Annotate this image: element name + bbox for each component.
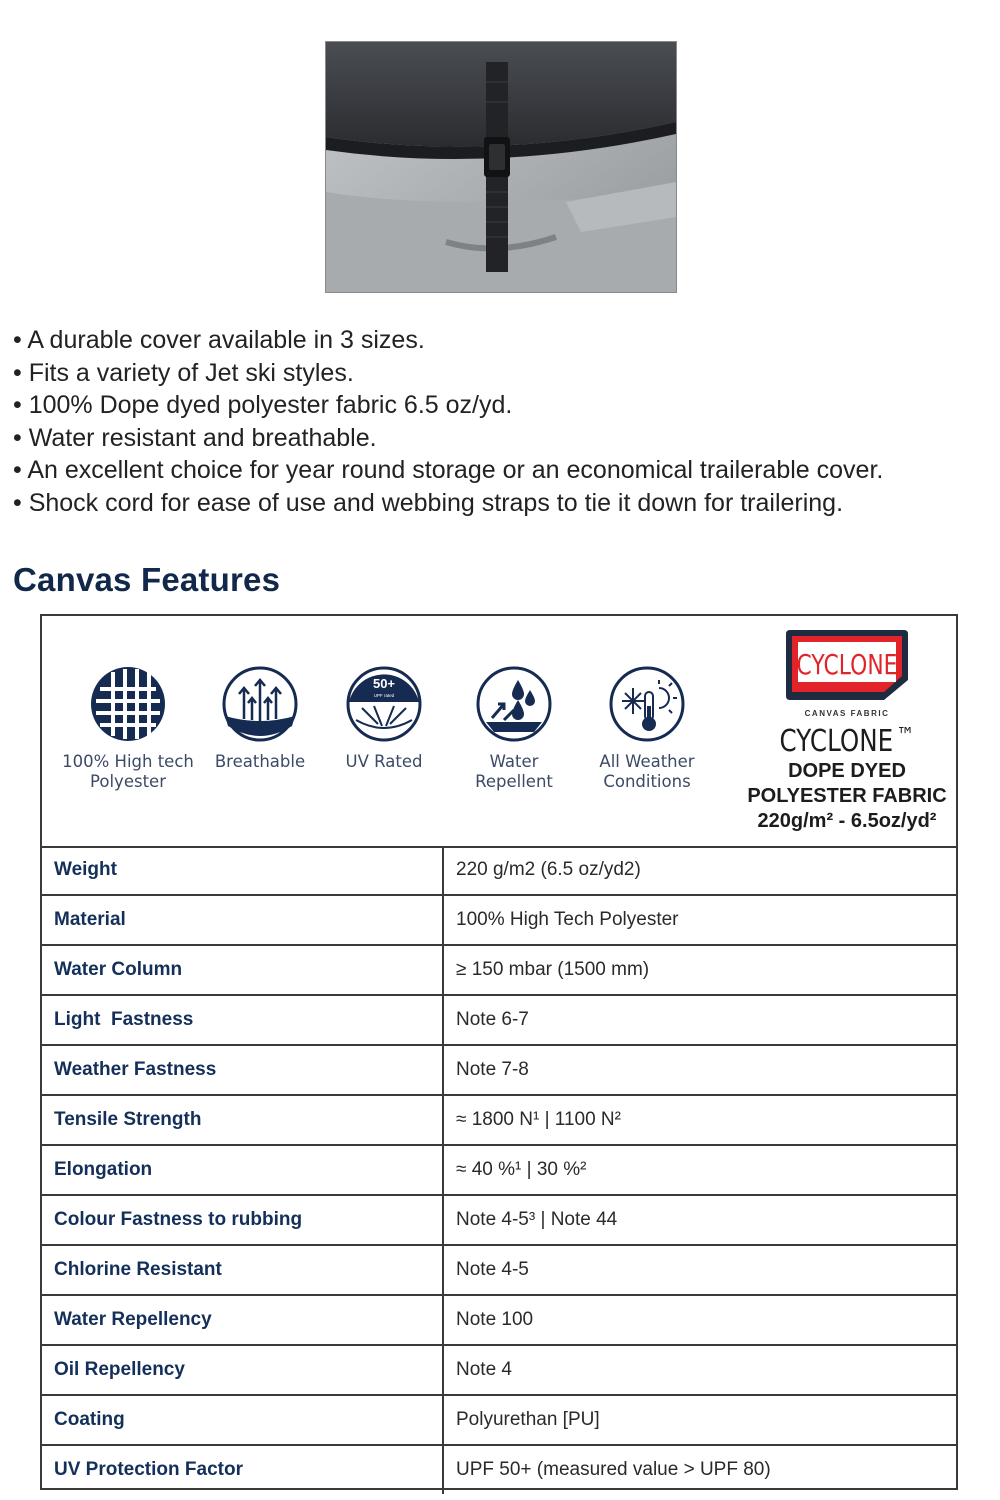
brand-line-2: POLYESTER FABRIC (747, 785, 947, 807)
table-row (42, 1145, 956, 1195)
spec-key: Tensile Strength (42, 1095, 443, 1145)
water-drops-icon (474, 664, 554, 744)
feature-uv (314, 664, 454, 772)
cyclone-brand-block (747, 628, 947, 834)
uv-badge: 50+ (372, 676, 396, 691)
cyclone-logo (784, 628, 910, 702)
bullet-item: • A durable cover available in 3 sizes. (13, 326, 425, 354)
spec-value: Note 7-8 (443, 1045, 956, 1095)
bullet-item: • Shock cord for ease of use and webbing straps to tie it down for trailering. (13, 488, 844, 517)
table-row (42, 995, 956, 1045)
table-row (42, 945, 956, 995)
table-row (42, 846, 956, 895)
spec-value: Note 6-7 (443, 995, 956, 1045)
table-row (42, 1045, 956, 1095)
feature-all-weather (577, 664, 717, 792)
spec-key: Water Repellency (42, 1295, 443, 1345)
spec-value: Note 4-5 (443, 1245, 956, 1295)
table-row (42, 1095, 956, 1145)
table-row (42, 1195, 956, 1245)
spec-key: Chlorine Resistant (42, 1245, 443, 1295)
spec-value: 100% High Tech Polyester (443, 895, 956, 945)
table-row (42, 1395, 956, 1445)
spec-table (42, 846, 956, 1494)
spec-value: ≈ 1800 N¹ | 1100 N² (443, 1095, 956, 1145)
bullet-item: • An excellent choice for year round storage or an economical trailerable cover. (13, 456, 884, 484)
product-photo (325, 41, 677, 293)
table-row (42, 1295, 956, 1345)
feature-icon-row (42, 616, 956, 848)
spec-value: Polyurethan [PU] (443, 1395, 956, 1445)
logo-subtitle: CANVAS FABRIC (804, 709, 890, 718)
brand-name (765, 724, 929, 759)
spec-value: 220 g/m2 (6.5 oz/yd2) (443, 846, 956, 895)
canvas-features-panel (40, 614, 958, 1490)
feature-breathable (190, 664, 330, 772)
logo-text: CYCLONE (796, 648, 898, 681)
feature-polyester (58, 664, 198, 792)
spec-key: Colour Fastness to rubbing (42, 1195, 443, 1245)
cover-strap-illustration (326, 42, 676, 292)
breathable-arrows-icon (220, 664, 300, 744)
spec-value: UPF 50+ (measured value > UPF 80) (456, 1459, 771, 1480)
spec-key: Elongation (42, 1145, 443, 1195)
feature-bullet-list (13, 324, 883, 519)
spec-key: Material (42, 895, 443, 945)
snow-sun-thermometer-icon (607, 664, 687, 744)
bullet-item: • Water resistant and breathable. (13, 423, 377, 452)
table-row (42, 1345, 956, 1395)
spec-key: Weather Fastness (42, 1045, 443, 1095)
trademark-symbol: ™ (896, 724, 915, 749)
section-title: Canvas Features (13, 561, 281, 598)
feature-water-repellent (444, 664, 584, 792)
spec-value: Note 4 (443, 1345, 956, 1395)
uv-rated-icon (344, 664, 424, 744)
table-row (42, 1245, 956, 1295)
brand-name-text: CYCLONE (779, 724, 894, 759)
spec-value: ≥ 150 mbar (1500 mm) (443, 945, 956, 995)
feature-label: All Weather Conditions (599, 752, 695, 791)
uv-badge-sub: UPF rated (373, 693, 395, 698)
spec-value: Note 100 (443, 1295, 956, 1345)
feature-label: 100% High tech Polyester (62, 752, 194, 791)
spec-key: UV Protection Factor (42, 1445, 443, 1494)
bullet-item: • 100% Dope dyed polyester fabric 6.5 oz/yd. (13, 391, 513, 419)
spec-key: Coating (42, 1395, 443, 1445)
table-row (42, 1445, 956, 1494)
spec-key: Light Fastness (42, 995, 443, 1045)
table-row (42, 895, 956, 945)
bullet-item: • Fits a variety of Jet ski styles. (13, 358, 354, 387)
spec-key: Water Column (42, 945, 443, 995)
spec-key: Weight (42, 846, 443, 895)
spec-value: Note 4-5³ | Note 44 (443, 1195, 956, 1245)
feature-label: Breathable (214, 752, 306, 771)
spec-value: ≈ 40 %¹ | 30 %² (443, 1145, 956, 1195)
spec-key: Oil Repellency (42, 1345, 443, 1395)
brand-line-3: 220g/m² - 6.5oz/yd² (757, 810, 937, 832)
feature-label: UV Rated (345, 752, 423, 771)
brand-line-1: DOPE DYED (788, 760, 906, 782)
grid-fabric-icon (88, 664, 168, 744)
feature-label: Water Repellent (475, 752, 553, 791)
